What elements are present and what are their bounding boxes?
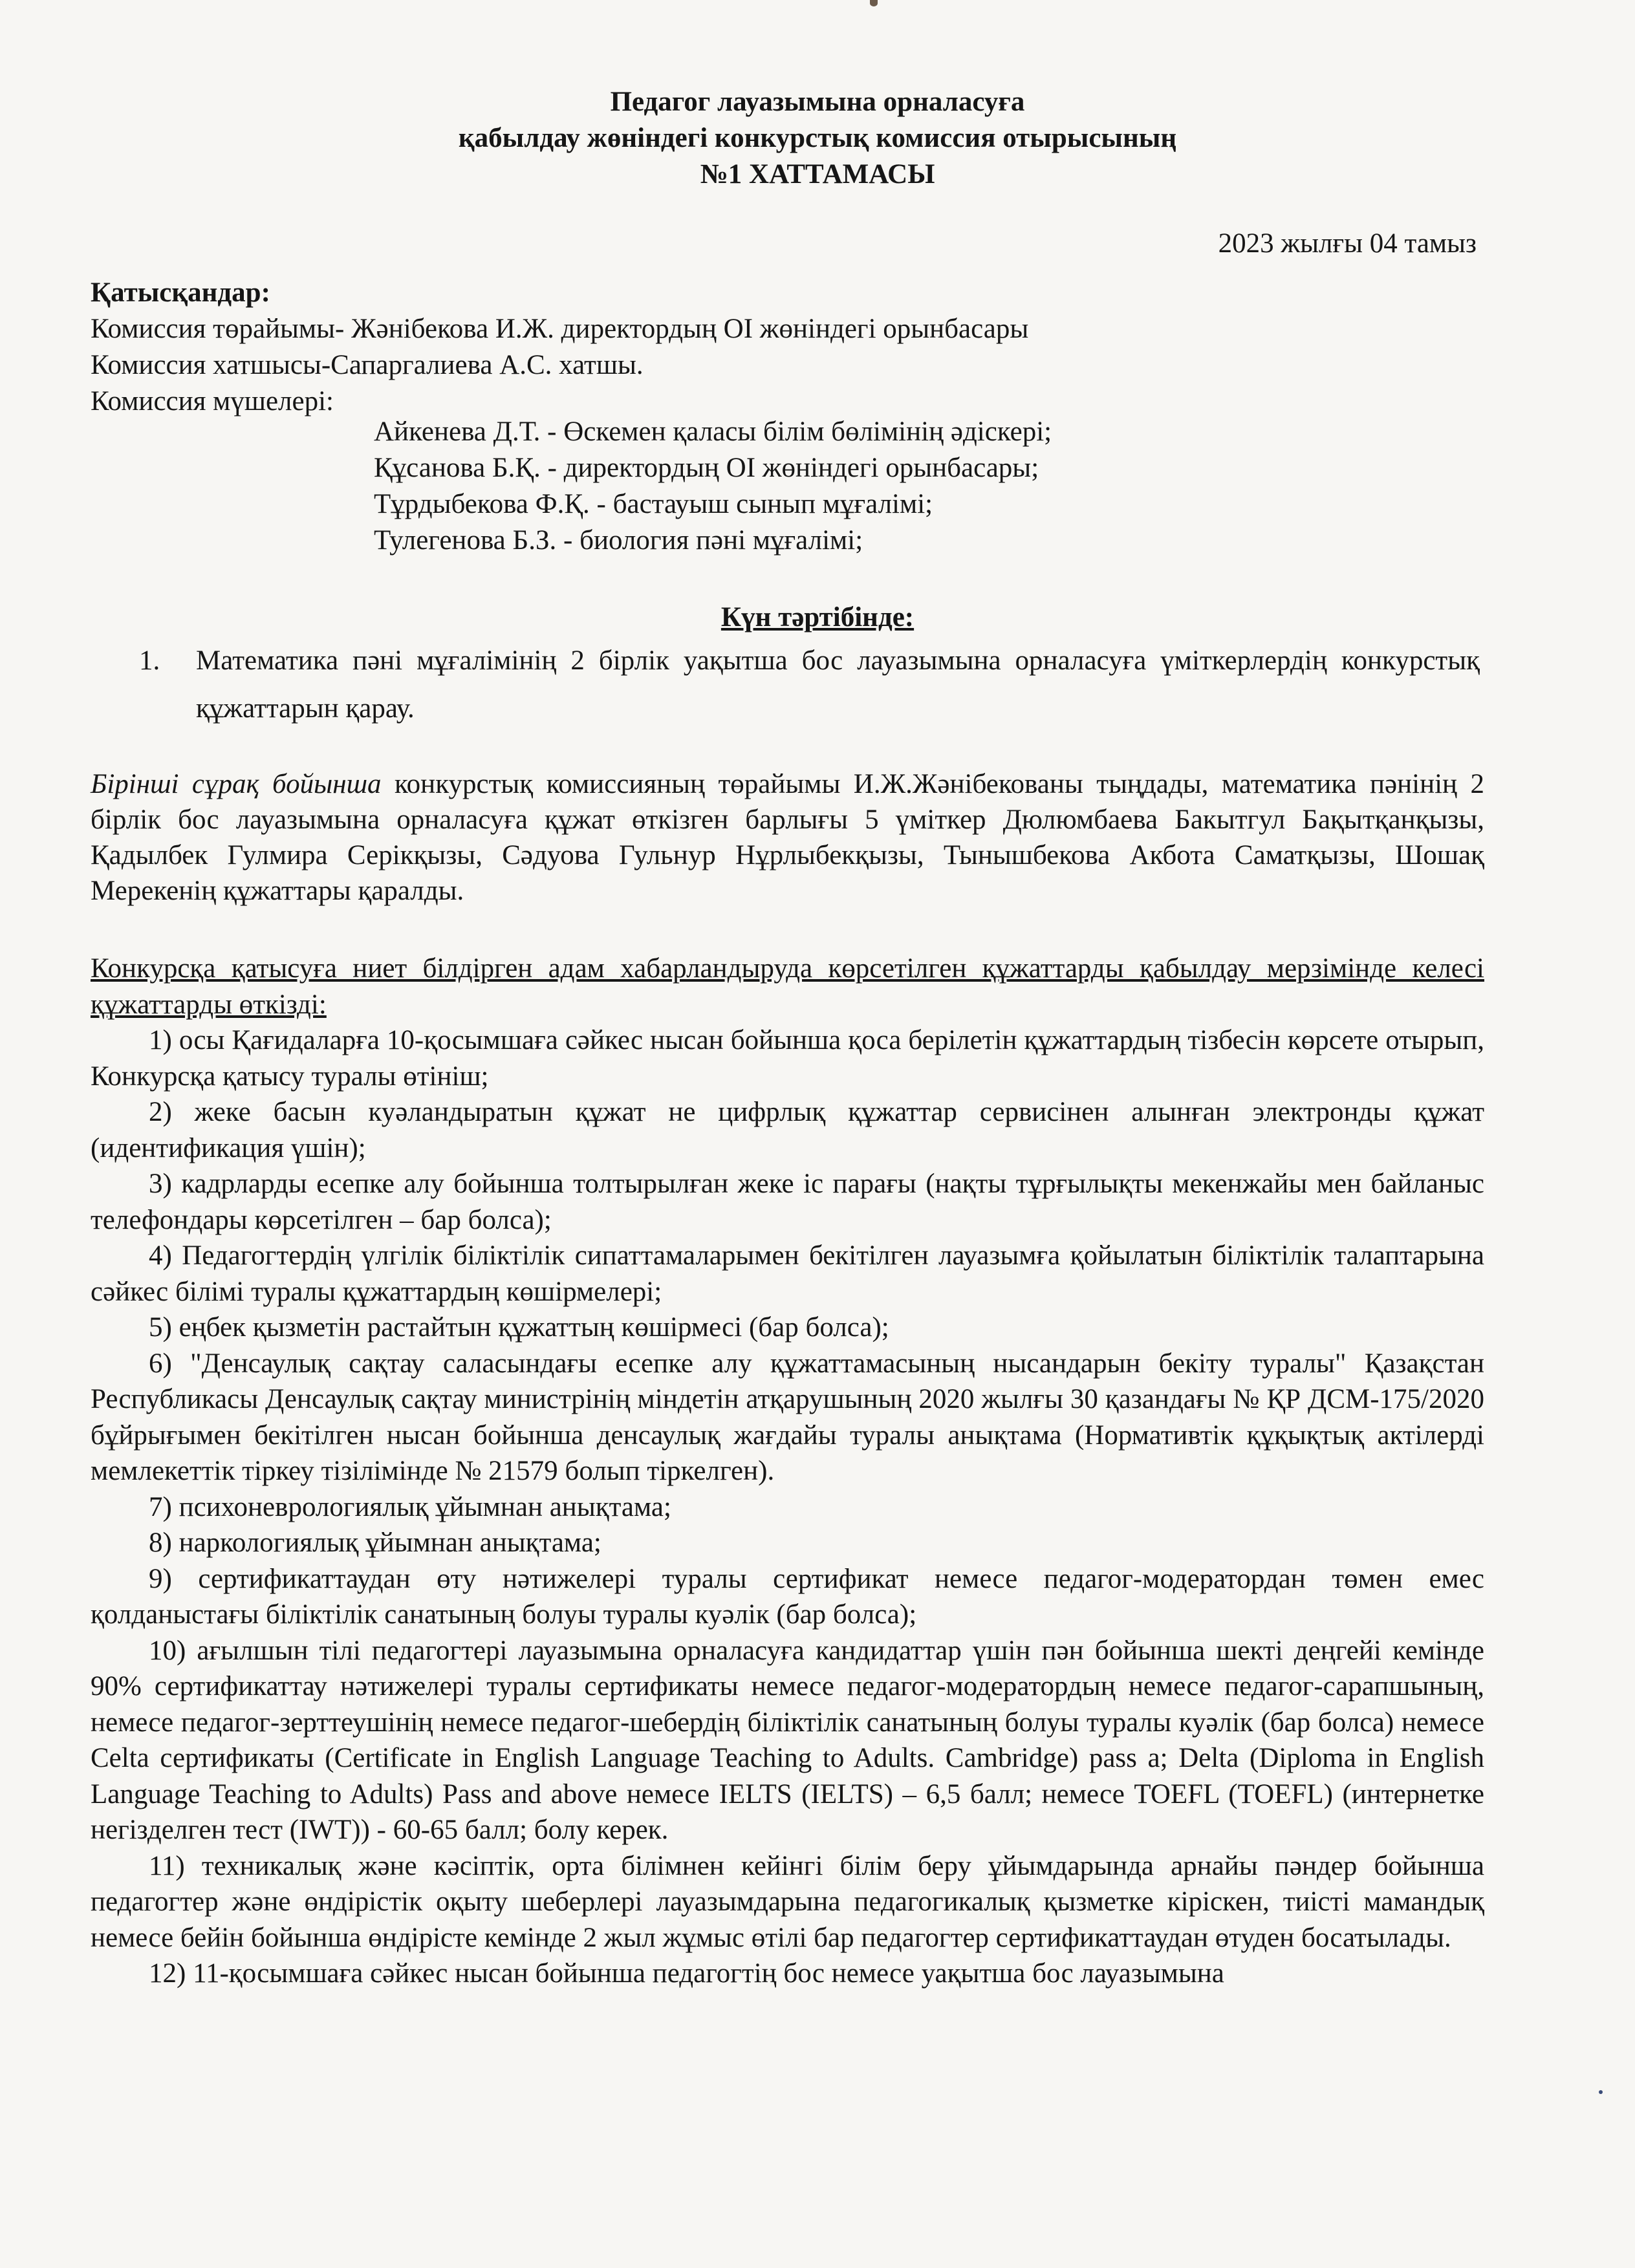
commission-secretary: Комиссия хатшысы-Сапаргалиева А.С. хатшы. — [91, 350, 644, 380]
first-question-lead: Бірінші сұрақ бойынша — [91, 769, 382, 799]
protocol-title — [0, 84, 1635, 193]
participants-heading: Қатысқандар: — [91, 277, 270, 308]
agenda-item-number: 1. — [139, 645, 160, 676]
member-item: Айкенева Д.Т. - Өскемен қаласы білім бөлімінің әдіскері; — [374, 416, 1052, 447]
document-item: 1) осы Қағидаларға 10-қосымшаға сәйкес нысан бойынша қоса берілетін құжаттардың тізбесін көрсете отырып, Конкурсқа қатысу туралы өтініш; — [91, 1025, 1484, 1092]
document-item: 9) сертификаттаудан өту нәтижелері туралы сертификат немесе педагог-модератордан төмен емес қолданыстағы біліктілік санатының болуы туралы куәлік (бар болса); — [91, 1563, 1484, 1630]
document-item: 6) "Денсаулық сақтау саласындағы есепке алу құжаттамасының нысандарын бекіту туралы" Қазақстан Республикасы Денсаулық сақтау министрінің міндетін атқарушының 2020 жылғы 30 қазандағы № ҚР ДСМ-175/2020 бұйрығымен бекітілген нысан бойынша денсаулық жағдайы туралы анықтама (Нормативтік құқықтық актілерді мемлекеттік тіркеу тізілімінде № 21579 болып тіркелген). — [91, 1348, 1484, 1486]
document-item: 12) 11-қосымшаға сәйкес нысан бойынша педагогтің бос немесе уақытша бос лауазымына — [149, 1958, 1224, 1989]
document-item: 2) жеке басын куәландыратын құжат не цифрлық құжаттар сервисінен алынған электронды құжат (идентификация үшін); — [91, 1097, 1484, 1163]
document-item: 10) ағылшын тілі педагогтері лауазымына орналасуға кандидаттар үшін пән бойынша шекті деңгейі кемінде 90% сертификаттау нәтижелері туралы сертификаты немесе педагог-модератордың немесе педагог-сарапшының, немесе педагог-зерттеушінің немесе педагог-шебердің біліктілік санатының болуы туралы куәлік (бар болса) немесе Celta сертификаты (Certificate in English Language Teaching to Adults. Cambridge) pass a; Delta (Diploma in English Language Teaching to Adults) Pass and above немесе IELTS (IELTS) – 6,5 балл; немесе TOEFL (TOEFL) (интернетке негізделген тест (IWT)) - 60-65 балл; болу керек. — [91, 1635, 1484, 1845]
member-item: Тұрдыбекова Ф.Қ. - бастауыш сынып мұғалімі; — [374, 489, 933, 519]
first-question-paragraph — [91, 766, 1484, 909]
document-item: 7) психоневрологиялық ұйымнан анықтама; — [149, 1491, 671, 1522]
title-line-3: №1 ХАТТАМАСЫ — [700, 159, 935, 189]
member-item: Құсанова Б.Қ. - директордың ОІ жөніндегі орынбасары; — [374, 453, 1039, 483]
members-label: Комиссия мүшелері: — [91, 386, 334, 416]
agenda-item — [139, 637, 1484, 733]
members-list — [374, 414, 1052, 559]
staple-mark — [870, 0, 878, 6]
member-item: Тулегенова Б.З. - биология пәні мұғалімі; — [374, 525, 863, 556]
participants-block — [91, 275, 1484, 420]
document-item: 5) еңбек қызметін растайтын құжаттың көшірмесі (бар болса); — [149, 1312, 889, 1343]
first-question-body: конкурстық комиссияның төрайымы И.Ж.Жәнібекованы тыңдады, математика пәнінің 2 бірлік бос лауазымына орналасуға құжат өткізген барлығы 5 үміткер Дюлюмбаева Бакытгул Бақытқанқызы, Қадылбек Гулмира Серікқызы, Сәдуова Гульнур Нұрлыбекқызы, Тынышбекова Акбота Саматқызы, Шошақ Мерекенің құжаттары қаралды. — [91, 769, 1485, 906]
agenda-list — [139, 637, 1484, 733]
commission-chair: Комиссия төрайымы- Жәнібекова И.Ж. директордың ОІ жөніндегі орынбасары — [91, 314, 1029, 344]
agenda-title: Күн тәртібінде: — [720, 602, 915, 632]
document-item: 11) техникалық және кәсіптік, орта білімнен кейінгі білім беру ұйымдарында арнайы пәндер бойынша педагогтер және өндірістік оқыту шеберлері лауазымдарына педагогикалық қызметке кірiскен, тиісті мамандық немесе бейін бойынша өндірісте кемінде 2 жыл жұмыс өтілі бар педагогтер сертификаттаудан өтуден босатылады. — [91, 1850, 1484, 1953]
document-item: 3) кадрларды есепке алу бойынша толтырылған жеке іс парағы (нақты тұрғылықты мекенжайы мен байланыс телефондары көрсетілген – бар болса); — [91, 1169, 1484, 1235]
agenda-item-text: Математика пәні мұғалімінің 2 бірлік уақытша бос лауазымына орналасуға үміткерлердің конкурстық құжаттарын қарау. — [196, 645, 1480, 724]
documents-intro: Конкурсқа қатысуға ниет білдірген адам хабарландыруда көрсетілген құжаттарды қабылдау мерзімінде келесі құжаттарды өткізді: — [91, 953, 1484, 1020]
protocol-date: 2023 жылғы 04 тамыз — [1218, 228, 1477, 259]
title-line-2: қабылдау жөніндегі конкурстық комиссия отырысының — [458, 123, 1177, 153]
title-line-1: Педагог лауазымына орналасуға — [610, 87, 1025, 117]
document-item: 4) Педагогтердің үлгілік біліктілік сипаттамаларымен бекітілген лауазымға қойылатын біліктілік талаптарына сәйкес білімі туралы құжаттардың көшірмелері; — [91, 1240, 1484, 1307]
document-item: 8) наркологиялық ұйымнан анықтама; — [149, 1528, 601, 1558]
ink-speck — [1599, 2090, 1603, 2094]
documents-section — [91, 951, 1484, 1992]
